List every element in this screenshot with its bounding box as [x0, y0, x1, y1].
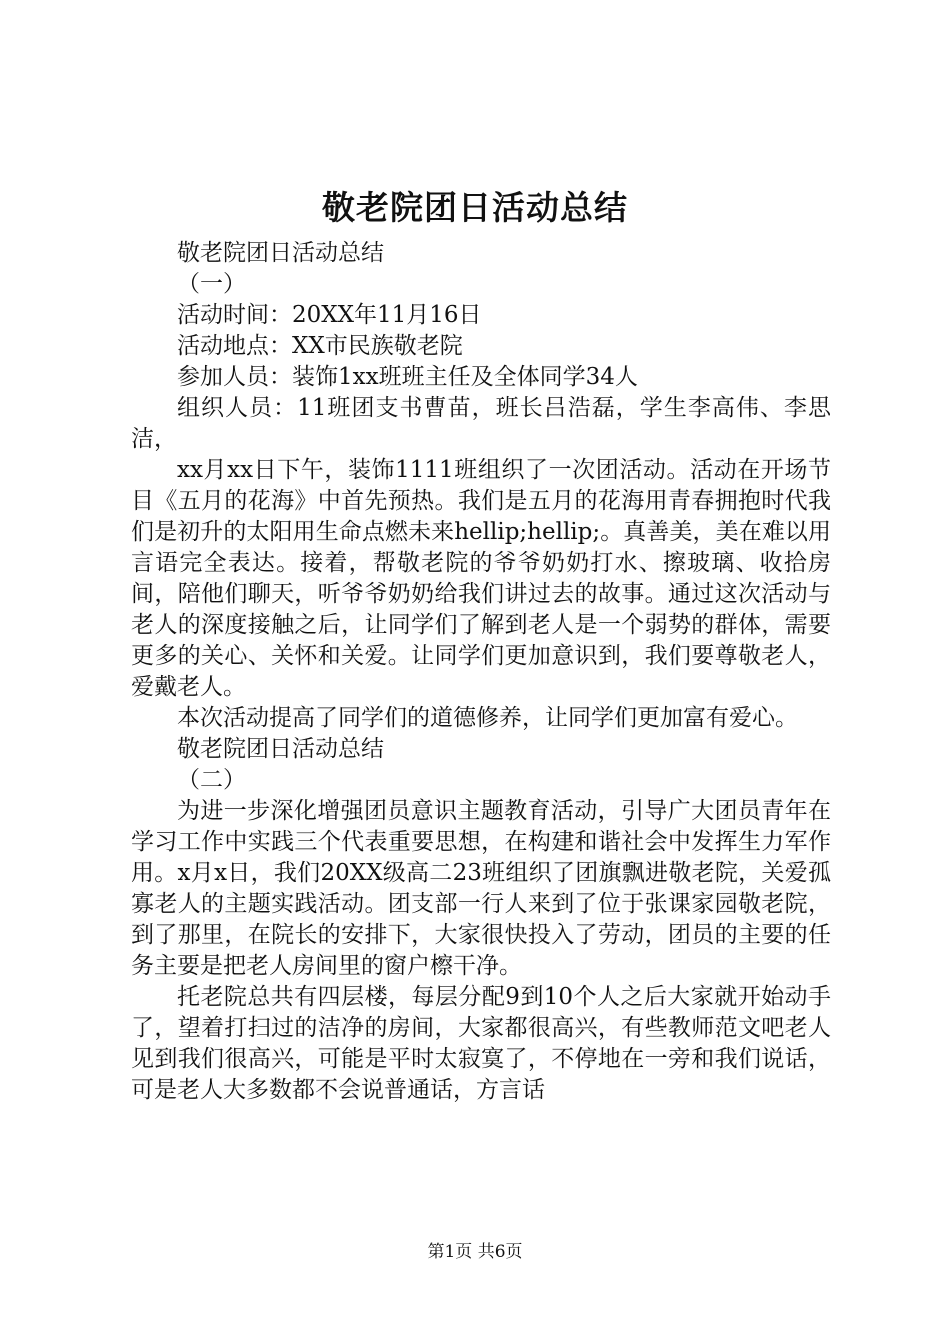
paragraph-activity-description: xx月xx日下午，装饰1111班组织了一次团活动。活动在开场节目《五月的花海》中首先预热。我们是五月的花海用青春拥抱时代我们是初升的太阳用生命点燃未来hellip;hellip;。真善美，美在难以用言语完全表达。接着，帮敬老院的爷爷奶奶打水、擦玻璃、收拾房间，陪他们聊天，听爷爷奶奶给我们讲过去的故事。通过这次活动与老人的深度接触之后，让同学们了解到老人是一个弱势的群体，需要更多的关心、关怀和关爱。让同学们更加意识到，我们要尊敬老人，爱戴老人。	[131, 457, 831, 700]
paragraph-theme-activity: 为进一步深化增强团员意识主题教育活动，引导广大团员青年在学习工作中实践三个代表重要思想，在构建和谐社会中发挥生力军作用。x月x日，我们20XX级高二23班组织了团旗飘进敬老院，关爱孤寡老人的主题实践活动。团支部一行人来到了位于张课家园敬老院，到了那里，在院长的安排下，大家很快投入了劳动，团员的主要的任务主要是把老人房间里的窗户檫干净。	[131, 798, 831, 979]
page-footer: 第1页 共6页	[427, 1242, 523, 1262]
section-heading-2: 敬老院团日活动总结	[177, 736, 384, 762]
document-title: 敬老院团日活动总结	[322, 188, 628, 227]
paragraph-activity-result: 本次活动提高了同学们的道德修养，让同学们更加富有爱心。	[177, 705, 798, 731]
paragraph-cleaning: 托老院总共有四层楼，每层分配9到10个人之后大家就开始动手了，望着打扫过的洁净的房间，大家都很高兴，有些教师范文吧老人见到我们很高兴，可能是平时太寂寞了，不停地在一旁和我们说话，可是老人大多数都不会说普通话，方言话	[131, 984, 831, 1103]
activity-time: 活动时间：20XX年11月16日	[177, 302, 482, 328]
document-body	[131, 238, 831, 1106]
participants: 参加人员：装饰1xx班班主任及全体同学34人	[177, 364, 638, 390]
section-number-2: （二）	[177, 767, 246, 793]
section-number-1: （一）	[177, 271, 246, 297]
section-heading-1: 敬老院团日活动总结	[177, 240, 384, 266]
activity-location: 活动地点：XX市民族敬老院	[177, 333, 463, 359]
organizers: 组织人员：11班团支书曹苗，班长吕浩磊，学生李高伟、李思洁，	[131, 395, 831, 452]
